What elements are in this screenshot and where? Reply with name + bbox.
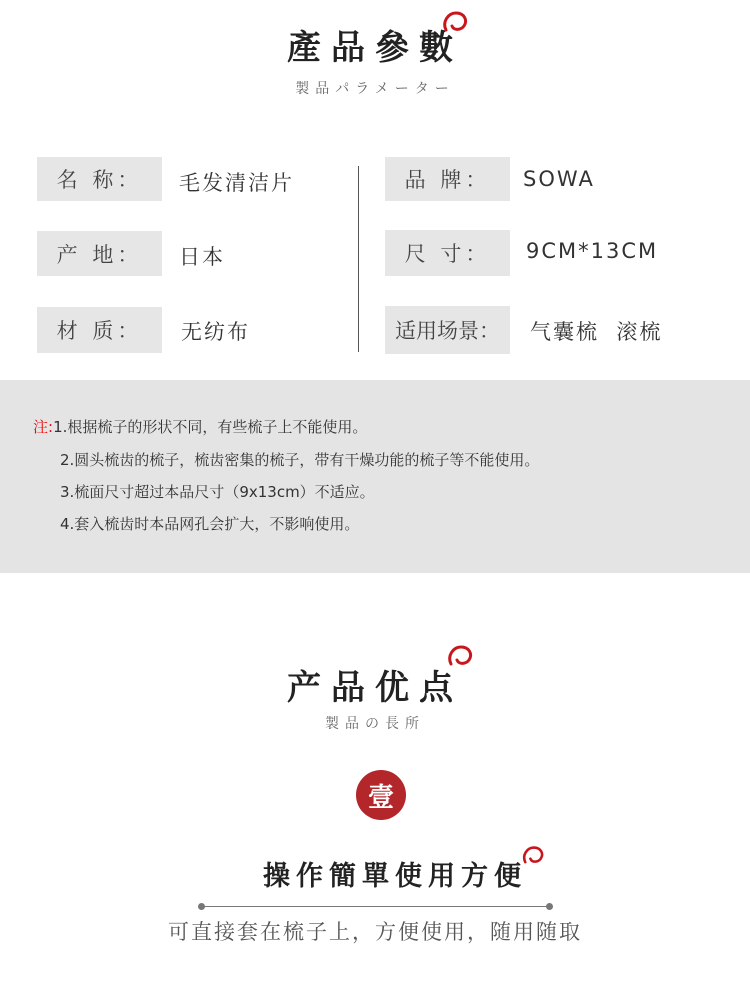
note-line-4: 4.套入梳齿时本品网孔会扩大，不影响使用。 bbox=[60, 515, 360, 533]
param-label-name: 名 称： bbox=[37, 157, 162, 201]
params-divider bbox=[358, 166, 359, 352]
section-subtitle-advantages: 製品の長所 bbox=[325, 716, 425, 732]
note-prefix: 注: bbox=[33, 418, 54, 436]
red-circle-icon bbox=[445, 644, 475, 672]
param-value-usage: 气囊梳 滚梳 bbox=[530, 320, 663, 344]
section-title-params: 產品參數 bbox=[287, 28, 463, 68]
divider-dot-right bbox=[546, 903, 553, 910]
seal-badge: 壹 bbox=[356, 770, 406, 820]
param-label-material: 材 质： bbox=[37, 307, 162, 353]
param-label-size: 尺 寸： bbox=[385, 230, 510, 276]
divider-dot-left bbox=[198, 903, 205, 910]
param-value-size: 9CM*13CM bbox=[526, 239, 659, 263]
section-subtitle-params: 製品パラメーター bbox=[295, 81, 455, 97]
note-line-3: 3.梳面尺寸超过本品尺寸（9x13cm）不适应。 bbox=[60, 483, 375, 501]
note-text-1: 1.根据梳子的形状不同，有些梳子上不能使用。 bbox=[53, 418, 368, 436]
param-label-usage: 适用场景： bbox=[385, 306, 510, 354]
param-value-origin: 日本 bbox=[179, 245, 225, 269]
param-value-name: 毛发清洁片 bbox=[179, 171, 294, 195]
red-circle-icon bbox=[440, 10, 470, 38]
note-line-2: 2.圆头梳齿的梳子，梳齿密集的梳子，带有干燥功能的梳子等不能使用。 bbox=[60, 451, 540, 469]
feature-description: 可直接套在梳子上，方便使用，随用随取 bbox=[168, 920, 582, 944]
param-value-brand: SOWA bbox=[523, 167, 595, 191]
feature-title: 操作簡單使用方便 bbox=[263, 861, 527, 892]
note-line-1 bbox=[33, 416, 367, 437]
section-title-advantages: 产品优点 bbox=[287, 668, 463, 708]
param-label-brand: 品 牌： bbox=[385, 157, 510, 201]
feature-divider bbox=[202, 906, 550, 907]
param-label-origin: 产 地： bbox=[37, 231, 162, 276]
param-value-material: 无纺布 bbox=[181, 320, 250, 344]
notes-panel bbox=[0, 380, 750, 573]
red-circle-icon bbox=[520, 845, 546, 869]
